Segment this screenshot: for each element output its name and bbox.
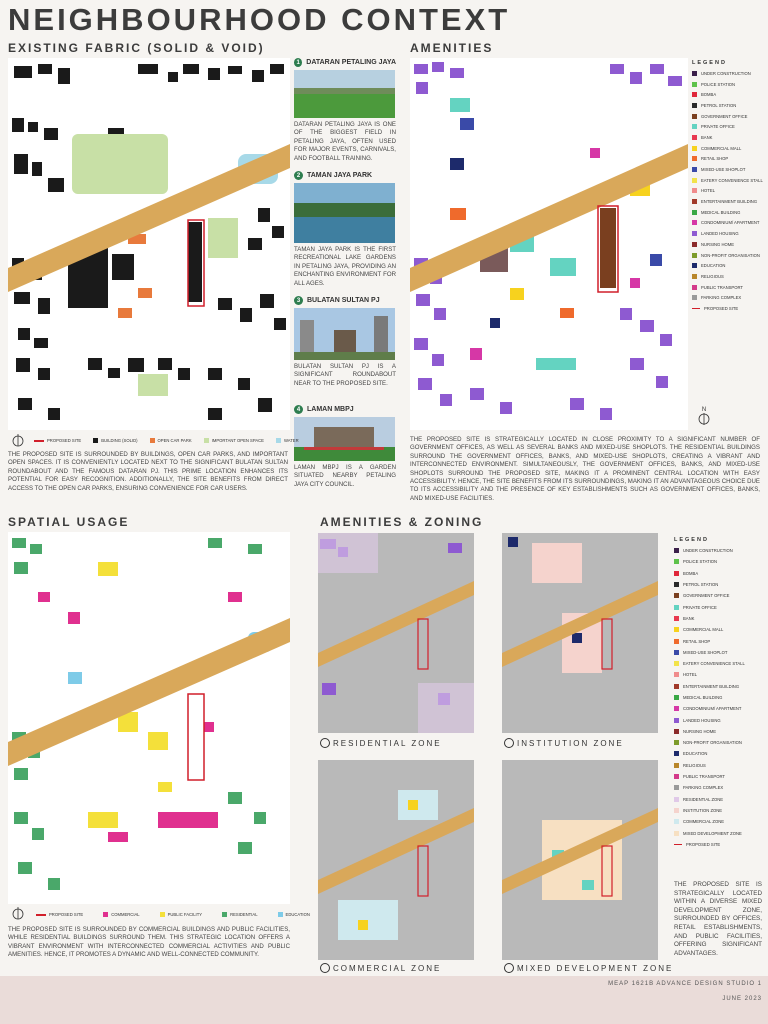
legend-swatch: [692, 103, 697, 108]
legend-item: [674, 703, 768, 714]
place-1-desc: DATARAN PETALING JAYA IS ONE OF THE BIGGEST FIELD IN PETALING JAYA, OFTEN USED FOR MAJOR EVENTS, CARNIVALS, AND FOOTBALL TRAINING.: [294, 121, 396, 162]
north-label: N: [701, 407, 707, 413]
place-4-title: [294, 405, 396, 414]
zone-map-commercial: [318, 760, 474, 960]
legend-swatch: [692, 253, 697, 258]
legend-label: PRIVATE OFFICE: [701, 124, 735, 130]
legend-swatch: [674, 785, 679, 790]
legend-item: [674, 669, 768, 680]
amenities-map: [410, 58, 688, 430]
legend-label: PARKING COMPLEX: [701, 295, 742, 301]
legend-label: NURSING HOME: [683, 728, 717, 734]
legend-label: CONDOMINIUM/ APARTMENT: [701, 220, 760, 226]
legend-swatch: [692, 178, 697, 183]
legend-swatch: [674, 650, 679, 655]
legend-swatch: [674, 706, 679, 711]
place-1-number: 1: [294, 58, 302, 67]
zone-map-residential: [318, 533, 474, 733]
zoning-legend: [674, 537, 768, 850]
legend-label: POLICE STATION: [683, 559, 718, 565]
legend-item: [674, 568, 768, 579]
legend-label: GOVERNMENT OFFICE: [701, 113, 748, 119]
zoning-description: THE PROPOSED SITE IS STRATEGICALLY LOCATED WITHIN A DIVERSE MIXED DEVELOPMENT ZONE, SURROUNDED BY OFFICES, RETAIL ESTABLISHMENTS, AND PUBLIC FACILITIES, OFFERING SIGNIFICANT ADVANTAGES.: [674, 881, 762, 957]
legend-label: COMMERCIAL ZONE: [683, 819, 725, 825]
fabric-legend-label: BUILDING (SOLID): [101, 438, 138, 443]
legend-swatch: [674, 548, 679, 553]
fabric-legend-proposed: [34, 438, 81, 443]
legend-swatch: [674, 695, 679, 700]
spatial-legend-label: RESIDENTIAL: [230, 912, 258, 917]
amenities-description: THE PROPOSED SITE IS STRATEGICALLY LOCATED IN CLOSE PROXIMITY TO A SIGNIFICANT NUMBER OF GOVERNMENT OFFICES, AS WELL AS SEVERAL BANKS AND MIXED-USE SHOPLOTS. THE RESIDENTIAL BUILDINGS SURROUND THE GOVERNMENT OFFICES, BANKS, AND MIXED-USE SHOPLOTS, CREATING A VIBRANT AND INTERCONNECTED ENVIRONMENT. SIMULTANEOUSLY, THE GOVERNMENT OFFICES, BANKS, AND MIXED-USE SHOPLOTS SURROUND THE PROPOSED SITE, MAKING IT A PROMINENT CENTRAL LOCATION WITH EASY ACCESSIBILITY. HENCE, THE SITE BENEFITS FROM ITS SURROUNDINGS, MAKING IT AN ADVANTAGEOUS CHOICE DUE TO ITS ACCESSIBILITY AND THE PRESENCE OF KEY ESTABLISHMENTS SUCH AS GOVERNMENT OFFICES, BANKS, AND MIXED-USE FACILITIES.: [410, 436, 760, 502]
legend-swatch: [674, 593, 679, 598]
legend-item: [692, 79, 768, 90]
legend-label: EDUCATION: [683, 751, 708, 757]
fabric-legend-label: IMPORTANT OPEN SPACE: [211, 438, 264, 443]
fabric-legend-label: WATER: [283, 438, 299, 443]
legend-label: NON-PROFIT ORGANISATION: [683, 740, 742, 746]
fabric-legend-openspace: [204, 438, 264, 443]
legend-label: UNDER CONSTRUCTION: [683, 548, 733, 554]
legend-item: [692, 132, 768, 143]
place-2-name: TAMAN JAYA PARK: [307, 172, 373, 179]
legend-item: [674, 805, 768, 816]
legend-label: CONDOMINIUM/ APARTMENT: [683, 706, 742, 712]
legend-item: [692, 121, 768, 132]
legend-swatch: [674, 740, 679, 745]
place-3-title: [294, 296, 396, 305]
legend-item: [674, 579, 768, 590]
legend-item: [674, 601, 768, 612]
legend-label: MEDICAL BUILDING: [683, 695, 723, 700]
legend-swatch: [692, 71, 697, 76]
legend-label: RELIGIOUS: [701, 273, 724, 279]
legend-item: [674, 658, 768, 669]
legend-item: [692, 175, 768, 186]
legend-swatch: [692, 167, 697, 172]
legend-swatch: [692, 242, 697, 247]
zone-residential-text: RESIDENTIAL ZONE: [333, 738, 442, 748]
legend-label: PRIVATE OFFICE: [683, 604, 717, 610]
legend-label: NON-PROFIT ORGANISATION: [701, 252, 760, 258]
spatial-map: [8, 532, 290, 904]
legend-item: [674, 726, 768, 737]
amenities-legend: [692, 60, 768, 314]
zone-mixed-text: MIXED DEVELOPMENT ZONE: [517, 963, 674, 973]
legend-item: [674, 545, 768, 556]
zone-map-institution: [502, 533, 658, 733]
legend-label: PARKING COMPLEX: [683, 785, 724, 791]
legend-label: PUBLIC TRANSPORT: [683, 774, 725, 780]
legend-item: [692, 239, 768, 250]
legend-swatch: [692, 156, 697, 161]
legend-item: [674, 635, 768, 646]
zone-circle-icon: [504, 738, 514, 748]
legend-item: [692, 111, 768, 122]
legend-label: ENTERTAINMENT BUILDING: [701, 199, 758, 205]
legend-label: MIXED-USE SHOPLOT: [701, 167, 746, 173]
zone-circle-icon: [320, 738, 330, 748]
legend-swatch: [692, 114, 697, 119]
zone-label-institution: [504, 738, 624, 748]
amenities-compass: [698, 407, 710, 427]
section-spatial-usage: SPATIAL USAGE: [8, 515, 130, 529]
spatial-legend-residential: [222, 912, 257, 917]
legend-item: [692, 250, 768, 261]
legend-swatch: [674, 774, 679, 779]
legend-label: PUBLIC TRANSPORT: [701, 284, 743, 290]
zoning-legend-list: [674, 545, 768, 850]
fabric-legend-water: [276, 438, 299, 443]
legend-label: ENTERTAINMENT BUILDING: [683, 683, 740, 689]
zone-commercial-text: COMMERCIAL ZONE: [333, 963, 442, 973]
legend-swatch: [674, 605, 679, 610]
zone-institution-text: INSTITUTION ZONE: [517, 738, 624, 748]
zone-label-residential: [320, 738, 442, 748]
zone-label-mixed: [504, 963, 673, 973]
spatial-legend-label: COMMERCIAL: [111, 912, 140, 917]
legend-swatch: [692, 285, 697, 290]
legend-swatch: [692, 92, 697, 97]
legend-swatch: [674, 844, 682, 846]
legend-label: PROPOSED SITE: [704, 305, 739, 311]
place-1-photo: [294, 70, 395, 118]
fabric-legend: [34, 438, 299, 443]
fabric-compass: [12, 433, 24, 452]
legend-label: MIXED-USE SHOPLOT: [683, 649, 728, 655]
legend-item: [674, 760, 768, 771]
legend-item: [674, 737, 768, 748]
legend-item: [692, 100, 768, 111]
legend-swatch: [692, 274, 697, 279]
legend-label: BANK: [701, 134, 713, 140]
legend-item: [692, 292, 768, 303]
legend-item: [692, 207, 768, 218]
zone-map-mixed: [502, 760, 658, 960]
legend-swatch: [692, 188, 697, 193]
legend-item: [674, 748, 768, 759]
place-4-photo: [294, 417, 395, 461]
place-4-desc: LAMAN MBPJ IS A GARDEN SITUATED NEARBY PETALING JAYA CITY COUNCIL.: [294, 464, 396, 488]
legend-item: [692, 154, 768, 165]
legend-swatch: [674, 639, 679, 644]
legend-swatch: [692, 82, 697, 87]
legend-swatch: [674, 672, 679, 677]
place-2-number: 2: [294, 171, 303, 180]
legend-swatch: [674, 797, 679, 802]
legend-item: [674, 782, 768, 793]
legend-swatch: [674, 751, 679, 756]
spatial-description: THE PROPOSED SITE IS SURROUNDED BY COMMERCIAL BUILDINGS AND PUBLIC FACILITIES, WHILE RESIDENTIAL BUILDINGS SURROUND THEM. THIS STRATEGIC LOCATION OFFERS A VIBRANT ENVIRONMENT WITH INTERCONNECTED COMMERCIAL ACTIVITIES AND PUBLIC AMENITIES. HENCE, IT PROMOTES A DYNAMIC AND WELL-CONNECTED COMMUNITY.: [8, 926, 290, 959]
legend-item: [692, 196, 768, 207]
spatial-legend-education: [278, 912, 310, 917]
legend-swatch: [692, 308, 700, 310]
place-4-name: LAMAN MBPJ: [307, 406, 354, 413]
section-amenities: AMENITIES: [410, 41, 494, 55]
legend-item: [692, 68, 768, 79]
legend-swatch: [674, 616, 679, 621]
place-4-number: 4: [294, 405, 303, 414]
legend-swatch: [692, 295, 697, 300]
legend-label: PETROL STATION: [683, 582, 719, 588]
spatial-legend-label: PROPOSED SITE: [49, 912, 84, 917]
legend-swatch: [674, 627, 679, 632]
legend-swatch: [692, 231, 697, 236]
place-2-desc: TAMAN JAYA PARK IS THE FIRST RECREATIONAL LAKE GARDENS IN PETALING JAYA, PROVIDING AN ENCHANTING ENVIRONMENT FOR ALL AGES.: [294, 246, 396, 287]
legend-item: [674, 839, 768, 850]
legend-swatch: [692, 124, 697, 129]
spatial-legend-proposed: [36, 912, 83, 917]
legend-swatch: [674, 763, 679, 768]
legend-label: MIXED DEVELOPMENT ZONE: [683, 830, 742, 836]
legend-label: EDUCATION: [701, 263, 726, 269]
legend-swatch: [674, 582, 679, 587]
legend-item: [674, 556, 768, 567]
legend-label: UNDER CONSTRUCTION: [701, 70, 751, 76]
spatial-legend-public: [160, 912, 202, 917]
legend-label: RESIDENTIAL ZONE: [683, 796, 724, 802]
legend-item: [692, 282, 768, 293]
legend-item: [674, 794, 768, 805]
legend-label: EATERY CONVENIENCE STALL: [701, 177, 763, 183]
place-3-desc: BULATAN SULTAN PJ IS A SIGNIFICANT ROUNDABOUT NEAR TO THE PROPOSED SITE.: [294, 363, 396, 387]
footer-date: JUNE 2023: [722, 996, 762, 1002]
fabric-legend-building: [93, 438, 137, 443]
zone-circle-icon: [504, 963, 514, 973]
page-title: NEIGHBOURHOOD CONTEXT: [8, 2, 511, 37]
place-2-title: [294, 171, 396, 180]
place-1-title: [294, 58, 396, 67]
legend-swatch: [692, 210, 697, 215]
legend-label: LANDED HOUSING: [701, 231, 739, 237]
section-existing-fabric: EXISTING FABRIC (SOLID & VOID): [8, 41, 265, 55]
place-3-name: BULATAN SULTAN PJ: [307, 297, 380, 304]
legend-swatch: [692, 135, 697, 140]
legend-item: [692, 228, 768, 239]
legend-label: EATERY CONVENIENCE STALL: [683, 661, 745, 667]
fabric-description: THE PROPOSED SITE IS SURROUNDED BY BUILDINGS, OPEN CAR PARKS, AND IMPORTANT OPEN SPACES. IT IS CONVENIENTLY LOCATED NEXT TO THE SIGNIFICANT BULATAN SULTAN ROUNDABOUT AND THE FAMOUS DATARAN PJ. THIS PRIME LOCATION ENHANCES ITS POTENTIAL FOR EASY RECOGNITION. ADDITIONALLY, THE SITE BENEFITS FROM DIRECT ACCESS TO THE OPEN CAR PARKS, ENSURING CONVENIENCE FOR CAR USERS.: [8, 451, 288, 492]
legend-label: LANDED HOUSING: [683, 717, 721, 723]
legend-swatch: [674, 729, 679, 734]
fabric-legend-label: OPEN CAR PARK: [157, 438, 192, 443]
legend-item: [692, 89, 768, 100]
legend-swatch: [674, 661, 679, 666]
legend-item: [692, 218, 768, 229]
spatial-compass: [12, 906, 24, 925]
legend-label: HOTEL: [683, 672, 697, 678]
legend-item: [692, 186, 768, 197]
legend-label: PETROL STATION: [701, 102, 737, 108]
fabric-legend-label: PROPOSED SITE: [47, 438, 82, 443]
legend-swatch: [674, 559, 679, 564]
legend-item: [674, 714, 768, 725]
legend-label: HOTEL: [701, 188, 715, 194]
spatial-legend: [36, 912, 310, 917]
legend-item: [692, 303, 768, 314]
legend-item: [692, 143, 768, 154]
legend-label: BANK: [683, 615, 695, 621]
places-column: [294, 58, 396, 489]
place-2-photo: [294, 183, 395, 243]
legend-swatch: [692, 263, 697, 268]
section-amenities-zoning: AMENITIES & ZONING: [320, 515, 484, 529]
legend-swatch: [692, 220, 697, 225]
spatial-legend-label: EDUCATION: [285, 912, 310, 917]
legend-swatch: [674, 684, 679, 689]
legend-item: [674, 692, 768, 703]
place-3-number: 3: [294, 296, 303, 305]
legend-item: [674, 590, 768, 601]
legend-label: GOVERNMENT OFFICE: [683, 593, 730, 599]
legend-item: [674, 613, 768, 624]
legend-swatch: [692, 146, 697, 151]
legend-item: [674, 816, 768, 827]
amenities-legend-title: LEGEND: [692, 60, 727, 66]
legend-label: COMMERCIAL MALL: [701, 145, 742, 151]
footer-course: MEAP 1621B ADVANCE DESIGN STUDIO 1: [608, 981, 762, 987]
legend-label: INSTITUTION ZONE: [683, 807, 723, 813]
legend-swatch: [674, 808, 679, 813]
zoning-legend-title: LEGEND: [674, 537, 709, 543]
legend-item: [674, 681, 768, 692]
legend-item: [692, 271, 768, 282]
spatial-legend-commercial: [103, 912, 139, 917]
legend-label: POLICE STATION: [701, 81, 736, 87]
legend-swatch: [674, 718, 679, 723]
legend-label: PROPOSED SITE: [686, 841, 721, 847]
zone-circle-icon: [320, 963, 330, 973]
fabric-legend-carpark: [150, 438, 192, 443]
legend-swatch: [674, 571, 679, 576]
legend-item: [674, 827, 768, 838]
zone-label-commercial: [320, 963, 441, 973]
legend-label: RELIGIOUS: [683, 762, 706, 768]
legend-item: [692, 260, 768, 271]
legend-label: NURSING HOME: [701, 241, 735, 247]
spatial-legend-label: PUBLIC FACILITY: [167, 912, 203, 917]
legend-item: [674, 624, 768, 635]
legend-swatch: [692, 199, 697, 204]
legend-label: BOMBA: [683, 570, 699, 576]
place-3-photo: [294, 308, 395, 360]
legend-label: RETAIL SHOP: [683, 638, 711, 644]
legend-item: [674, 647, 768, 658]
legend-label: MEDICAL BUILDING: [701, 209, 741, 215]
legend-swatch: [674, 819, 679, 824]
legend-label: BOMBA: [701, 92, 717, 98]
fabric-map: [8, 58, 290, 430]
legend-swatch: [674, 831, 679, 836]
legend-label: COMMERCIAL MALL: [683, 627, 724, 633]
amenities-legend-list: [692, 68, 768, 314]
legend-label: RETAIL SHOP: [701, 156, 729, 162]
place-1-name: DATARAN PETALING JAYA: [306, 59, 396, 66]
legend-item: [674, 771, 768, 782]
legend-item: [692, 164, 768, 175]
